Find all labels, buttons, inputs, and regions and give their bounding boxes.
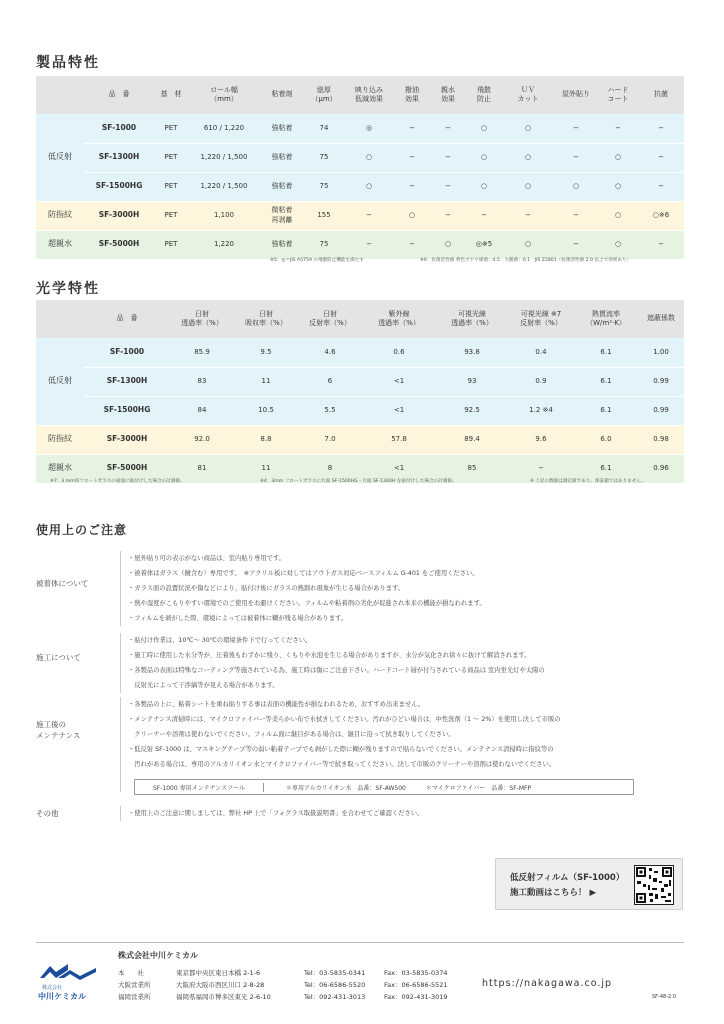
office-tel: Tel：03-5835-0341 — [304, 969, 366, 977]
office-tel: Tel：092-431-3013 — [304, 993, 366, 1001]
table-row — [36, 114, 684, 143]
product-code: SF-1500HG — [84, 172, 154, 201]
table-cell: ○ — [502, 230, 554, 259]
table-cell: 93.8 — [436, 338, 508, 367]
table-cell: 0.6 — [362, 338, 436, 367]
column-header: 飛散 防止 — [466, 76, 502, 114]
table-cell: 強粘着 — [260, 143, 304, 172]
caution-item: ・使用上のご注意に関しましては、弊社 HP 上で「フォグラス取扱説明書」を合わせてご確認ください。 — [128, 810, 424, 817]
table-cell: ○ — [598, 143, 638, 172]
table-cell: 6.1 — [574, 367, 638, 396]
table-cell: 1,220 — [188, 230, 260, 259]
table-cell: − — [554, 201, 598, 230]
product-code: SF-3000H — [84, 201, 154, 230]
table-row — [36, 143, 684, 172]
table-cell: 11 — [234, 454, 298, 483]
qr-code-icon[interactable] — [634, 865, 674, 905]
table-cell: PET — [154, 143, 188, 172]
product-code: SF-5000H — [84, 454, 170, 483]
caution-label: 施工について — [36, 653, 81, 662]
office-name: 福岡営業所 — [118, 993, 151, 1001]
caution-item: ・施工時に使用した水分等が、圧着後もわずかに残り、くもりや水泡を生じる場合がありますが、水分が気化され徐々に抜けて解消されます。 — [128, 652, 531, 659]
caution-item: クリーナーや溶剤は使わないでください。フィルム面に継目がある場合は、継目に沿って拭き取りしてください。 — [128, 731, 455, 738]
company-logo — [38, 962, 98, 1001]
caution-item: ・ガラス面の設置状況や傷などにより、貼付け後にガラスの熱割れ現象が生じる場合があります。 — [128, 585, 405, 592]
table-cell: ○ — [344, 143, 394, 172]
product-code: SF-1000 — [84, 338, 170, 367]
company-name: 株式会社中川ケミカル — [118, 951, 198, 960]
table-cell: 1.2 ※4 — [508, 396, 574, 425]
office-tel: Tel：06-6586-5520 — [304, 981, 366, 989]
table-cell: PET — [154, 201, 188, 230]
table-cell: <1 — [362, 367, 436, 396]
table-cell: 83 — [170, 367, 234, 396]
column-header: 遮蔽係数 — [638, 300, 684, 338]
group-label: 防指紋 — [36, 201, 84, 230]
product-section-title: 製品特性 — [36, 55, 100, 71]
footer-divider — [36, 942, 684, 943]
column-header: 抗菌 — [638, 76, 684, 114]
office-address: 福岡県福岡市博多区東光 2-6-10 — [176, 993, 271, 1001]
table-row — [36, 230, 684, 259]
office-fax: Fax：06-6586-5521 — [384, 981, 448, 989]
table-cell: 1,100 — [188, 201, 260, 230]
table-row — [36, 172, 684, 201]
table-row — [36, 338, 684, 367]
group-label: 低反射 — [36, 114, 84, 201]
table-cell: ○ — [598, 172, 638, 201]
table-cell: 1,220 / 1,500 — [188, 172, 260, 201]
table-cell: − — [554, 143, 598, 172]
website-link[interactable]: https://nakagawa.co.jp — [482, 978, 613, 989]
column-header: ハード コート — [598, 76, 638, 114]
column-header: 熱貫流率 （W/m²·K） — [574, 300, 638, 338]
caution-item: ・各製品の上に、粘着シートを重ね貼りする事は表面の機能性が損なわれるため、おすすめ出来ません。 — [128, 701, 425, 708]
optical-characteristics-table — [36, 300, 684, 484]
table-cell: 6.0 — [574, 425, 638, 454]
product-code: SF-5000H — [84, 230, 154, 259]
office-fax: Fax：03-5835-0374 — [384, 969, 448, 977]
table-cell: 75 — [304, 230, 344, 259]
note-7: ※7：3 mm厚フロートガラスの両面に貼付けした場合の計測値。 — [50, 479, 185, 484]
table-cell: 85 — [436, 454, 508, 483]
table-cell: 84 — [170, 396, 234, 425]
table-cell: 6.1 — [574, 454, 638, 483]
column-header: 可視光線 透過率（%） — [436, 300, 508, 338]
product-code: SF-1300H — [84, 143, 154, 172]
table-cell: 89.4 — [436, 425, 508, 454]
caution-items — [128, 633, 698, 693]
table-cell: − — [344, 201, 394, 230]
table-cell: <1 — [362, 454, 436, 483]
table-cell: − — [466, 201, 502, 230]
caution-item: ・フィルムを剥がした際、環境によっては被着体に糊が残る場合があります。 — [128, 615, 348, 622]
table-cell: 0.4 — [508, 338, 574, 367]
table-cell: − — [394, 230, 430, 259]
table-cell: − — [502, 201, 554, 230]
table-cell: − — [394, 172, 430, 201]
table-cell: ○ — [394, 201, 430, 230]
column-header: 総厚 （μm） — [304, 76, 344, 114]
table-cell: − — [638, 230, 684, 259]
column-header: 撥油 効果 — [394, 76, 430, 114]
caution-item: ・各製品の表面は特殊なコーティング等施されている為、施工時は傷にご注意下さい。ハードコート層が付与されている商品は 室内蛍光灯や太陽の — [128, 667, 545, 674]
note-6: ※6：抗菌活性値 黄色ブドウ球菌：4.5 大腸菌：6.1 JIS Z2801（抗菌活性値 2.0 以上で効果あり） — [420, 258, 632, 263]
install-video-banner[interactable] — [495, 858, 683, 910]
table-cell: 微粘着 再剥離 — [260, 201, 304, 230]
table-cell: 6 — [298, 367, 362, 396]
table-cell: 75 — [304, 143, 344, 172]
column-header: 日射 吸収率（%） — [234, 300, 298, 338]
divider-line — [120, 551, 121, 626]
caution-label: 施工後の メンテナンス — [36, 720, 81, 741]
table-cell: 610 / 1,220 — [188, 114, 260, 143]
column-header: 屋外貼り — [554, 76, 598, 114]
group-label: 超親水 — [36, 454, 84, 483]
caution-item: 反射光によって干渉縞等が見える場合があります。 — [128, 682, 279, 689]
table-cell: <1 — [362, 396, 436, 425]
maintenance-tool-label: SF-1000 専用メンテナンスツール — [135, 783, 264, 792]
table-cell: 74 — [304, 114, 344, 143]
table-row — [36, 425, 684, 454]
office-name: 本 社 — [118, 969, 144, 977]
table-cell: 強粘着 — [260, 172, 304, 201]
table-cell: 8 — [298, 454, 362, 483]
table-cell: 92.0 — [170, 425, 234, 454]
table-cell: 9.5 — [234, 338, 298, 367]
table-row — [36, 201, 684, 230]
table-cell: − — [554, 230, 598, 259]
table-cell: − — [598, 114, 638, 143]
office-address: 東京都中央区東日本橋 2-1-6 — [176, 969, 261, 977]
video-link[interactable]: 施工動画はこちら！ ▶ — [510, 888, 596, 898]
column-header: 紫外線 透過率（%） — [362, 300, 436, 338]
table-cell: 5.5 — [298, 396, 362, 425]
product-code: SF-3000H — [84, 425, 170, 454]
caution-items — [128, 697, 698, 772]
table-cell: ◎※5 — [466, 230, 502, 259]
table-cell: 81 — [170, 454, 234, 483]
caution-title: 使用上のご注意 — [36, 523, 128, 537]
optical-section-title: 光学特性 — [36, 281, 100, 297]
caution-item: 汚れがある場合は、専用のアルカリイオン水とマイクロファイバー等で拭き取ってください。決して市販のクリーナーや溶剤は使わないでください。 — [128, 761, 556, 768]
table-cell: − — [638, 172, 684, 201]
group-label: 防指紋 — [36, 425, 84, 454]
table-row — [36, 396, 684, 425]
product-code: SF-1300H — [84, 367, 170, 396]
table-cell: ○ — [598, 201, 638, 230]
caution-items — [128, 806, 698, 821]
logo-text: 中川ケミカル — [38, 992, 86, 1001]
table-cell: ○ — [598, 230, 638, 259]
caution-item: ・熱や湿度がこもりやすい環境でのご使用をお避けください。フィルムや粘着剤の劣化が促進され本来の機能が損なわれます。 — [128, 600, 486, 607]
table-cell: ◎ — [344, 114, 394, 143]
table-row — [36, 367, 684, 396]
column-header: 映り込み 低減効果 — [344, 76, 394, 114]
table-cell: 4.6 — [298, 338, 362, 367]
table-cell: 85.9 — [170, 338, 234, 367]
caution-label: 被着体について — [36, 579, 89, 588]
table-cell: PET — [154, 172, 188, 201]
caution-label: その他 — [36, 809, 59, 818]
table-cell: − — [394, 143, 430, 172]
logo-text-small: 株式会社 — [42, 985, 63, 991]
divider-line — [120, 633, 121, 693]
table-cell: 強粘着 — [260, 114, 304, 143]
divider-line — [120, 806, 121, 821]
table-cell: − — [430, 114, 466, 143]
column-header: 可視光線 ※7 反射率（%） — [508, 300, 574, 338]
table-cell: 0.9 — [508, 367, 574, 396]
office-address: 大阪府大阪市西区川口 2-8-28 — [176, 981, 265, 989]
table-cell: − — [394, 114, 430, 143]
table-cell: 7.0 — [298, 425, 362, 454]
table-cell: 6.1 — [574, 338, 638, 367]
product-code: SF-1500HG — [84, 396, 170, 425]
product-characteristics-table — [36, 76, 684, 260]
table-cell: − — [638, 143, 684, 172]
table-cell: − — [430, 201, 466, 230]
group-label: 低反射 — [36, 338, 84, 425]
table-cell: ○※6 — [638, 201, 684, 230]
microfiber-item: ＊マイクロファイバー 品番：SF-MFP — [425, 784, 532, 792]
table-cell: − — [344, 230, 394, 259]
caution-item: ・被着体はガラス（鏡含む）専用です。 ※アクリル板に対してはアウトガス対応ベースフィルム G-401 をご使用ください。 — [128, 570, 479, 577]
wave-logo-icon — [38, 962, 98, 980]
caution-item: ・貼付け作業は、10℃～ 30℃の環境条件下で行ってください。 — [128, 637, 312, 644]
column-header: 日射 反射率（%） — [298, 300, 362, 338]
document-code: SF-48-2.0 — [652, 994, 676, 1000]
table-cell: ○ — [502, 114, 554, 143]
table-cell: 93 — [436, 367, 508, 396]
divider-line — [120, 697, 121, 792]
caution-item: ・屋外貼り可の表示がない商品は、室内貼り専用です。 — [128, 555, 285, 562]
table-cell: PET — [154, 230, 188, 259]
note-4: ※4：3mm フロートガラスに片面 SF-1500HG・片面 SF-1300H を貼付けした場合の計測値。 — [260, 479, 457, 484]
table-cell: − — [508, 454, 574, 483]
table-cell: ○ — [466, 114, 502, 143]
column-header: 日射 透過率（%） — [170, 300, 234, 338]
note-5: ※5：◎＝JIS A5759 の飛散防止機能を満たす — [270, 258, 364, 263]
note-general: ※ 上記の数値は測定値であり、保証値ではありません。 — [530, 479, 646, 484]
table-cell: ○ — [554, 172, 598, 201]
table-cell: ○ — [466, 143, 502, 172]
table-cell: 0.99 — [638, 396, 684, 425]
table-cell: 強粘着 — [260, 230, 304, 259]
table-cell: − — [554, 114, 598, 143]
group-label: 超親水 — [36, 230, 84, 259]
video-title: 低反射フィルム（SF-1000） — [510, 873, 625, 883]
table-cell: − — [638, 114, 684, 143]
table-cell: ○ — [502, 172, 554, 201]
table-cell: 0.96 — [638, 454, 684, 483]
table-cell: 10.5 — [234, 396, 298, 425]
table-cell: 92.5 — [436, 396, 508, 425]
alkaline-water-item: ＊専用アルカリイオン水 品番：SF-AW500 — [286, 784, 406, 792]
table-cell: − — [430, 172, 466, 201]
office-name: 大阪営業所 — [118, 981, 151, 989]
column-header: ＵＶ カット — [502, 76, 554, 114]
table-cell: 6.1 — [574, 396, 638, 425]
column-header: 品 番 — [84, 76, 154, 114]
table-cell: ○ — [344, 172, 394, 201]
product-code: SF-1000 — [84, 114, 154, 143]
column-header: 粘着剤 — [260, 76, 304, 114]
table-cell: 57.8 — [362, 425, 436, 454]
table-cell: 0.98 — [638, 425, 684, 454]
table-cell: 1.00 — [638, 338, 684, 367]
table-cell: PET — [154, 114, 188, 143]
table-cell: ○ — [502, 143, 554, 172]
caution-item: ・低反射 SF-1000 は、マスキングテープ等の弱い粘着テープでも剥がした際に糊が残りますので貼らないでください。メンテナンス清掃時に指紋等の — [128, 746, 554, 753]
caution-items — [128, 551, 698, 626]
caution-item: ・メンテナンス清掃時には、マイクロファイバー等柔らかい布で水拭きしてください。汚れがひどい場合は、中性洗剤（1 ～ 2%）を使用し決して市販の — [128, 716, 561, 723]
table-cell: 75 — [304, 172, 344, 201]
table-cell: 11 — [234, 367, 298, 396]
table-cell: ○ — [466, 172, 502, 201]
table-cell: 1,220 / 1,500 — [188, 143, 260, 172]
column-header: ロール幅 （mm） — [188, 76, 260, 114]
table-cell: 9.6 — [508, 425, 574, 454]
maintenance-tools-box — [134, 779, 634, 795]
column-header: 基 材 — [154, 76, 188, 114]
table-cell: 0.99 — [638, 367, 684, 396]
table-cell: ○ — [430, 230, 466, 259]
table-cell: − — [430, 143, 466, 172]
office-fax: Fax：092-431-3019 — [384, 993, 448, 1001]
table-cell: 155 — [304, 201, 344, 230]
column-header: 親水 効果 — [430, 76, 466, 114]
table-cell: 8.8 — [234, 425, 298, 454]
column-header: 品 番 — [84, 300, 170, 338]
